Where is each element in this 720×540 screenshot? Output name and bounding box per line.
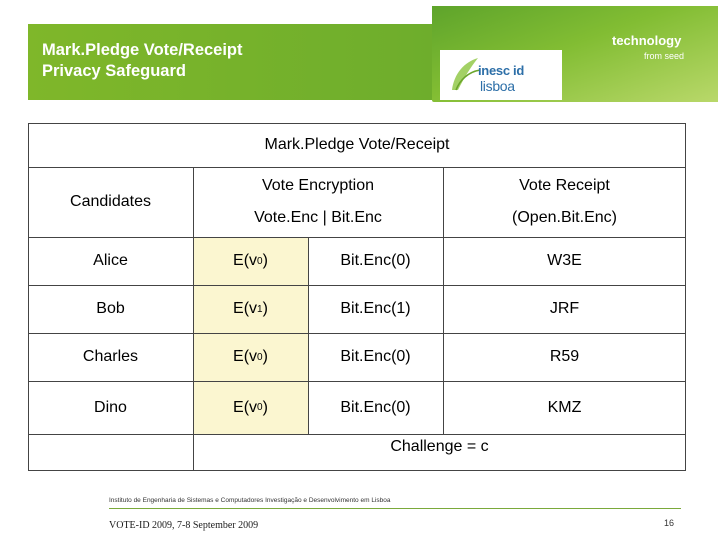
candidate-name: Charles	[82, 348, 139, 365]
logo-lisboa: lisboa	[480, 78, 515, 94]
candidate-name: Alice	[93, 252, 128, 269]
vote-receipt: KMZ	[547, 398, 582, 416]
leaf-logo-icon	[448, 54, 482, 94]
column-header-receipt	[443, 167, 686, 237]
slide-title	[42, 40, 243, 82]
bit-encryption: Bit.Enc(0)	[340, 252, 411, 269]
slide-title-line1: Mark.Pledge Vote/Receipt	[42, 41, 243, 59]
footer-institution: Instituto de Engenharia de Sistemas e Computadores Investigação e Desenvolvimento em Lisboa	[109, 497, 391, 504]
logo-inesc: inesc id	[478, 63, 525, 78]
vote-encryption: E(v 1 )	[233, 300, 268, 317]
column-header-encryption-line1: Vote Encryption	[261, 177, 375, 194]
page-number: 16	[664, 518, 675, 528]
slide-title-line2: Privacy Safeguard	[42, 62, 186, 80]
candidate-name: Bob	[96, 300, 125, 317]
challenge-text: Challenge = c	[390, 438, 489, 455]
footer-conference: VOTE-ID 2009, 7-8 September 2009	[109, 520, 259, 531]
bit-encryption: Bit.Enc(1)	[340, 300, 411, 317]
footer-divider	[109, 508, 681, 509]
candidate-name: Dino	[94, 398, 127, 416]
bit-encryption: Bit.Enc(0)	[340, 398, 411, 416]
vote-encryption: E(v 0 )	[233, 252, 268, 269]
vote-encryption: E(v 0 )	[233, 348, 268, 365]
logo-subtagline: from seed	[644, 51, 685, 61]
column-header-encryption-line2: Vote.Enc | Bit.Enc	[254, 209, 382, 226]
logo-tagline: technology	[612, 33, 682, 48]
column-header-encryption	[193, 167, 443, 237]
table-title: Mark.Pledge Vote/Receipt	[264, 136, 450, 153]
column-header-candidates: Candidates	[70, 193, 151, 210]
vote-receipt: R59	[549, 348, 580, 365]
vote-receipt: W3E	[547, 252, 582, 269]
column-header-receipt-line1: Vote Receipt	[519, 177, 610, 194]
bit-encryption: Bit.Enc(0)	[340, 348, 411, 365]
vote-encryption: E(v 0 )	[233, 398, 268, 416]
divider	[28, 434, 686, 435]
column-header-receipt-line2: (Open.Bit.Enc)	[512, 209, 617, 226]
vote-receipt: JRF	[549, 300, 580, 317]
